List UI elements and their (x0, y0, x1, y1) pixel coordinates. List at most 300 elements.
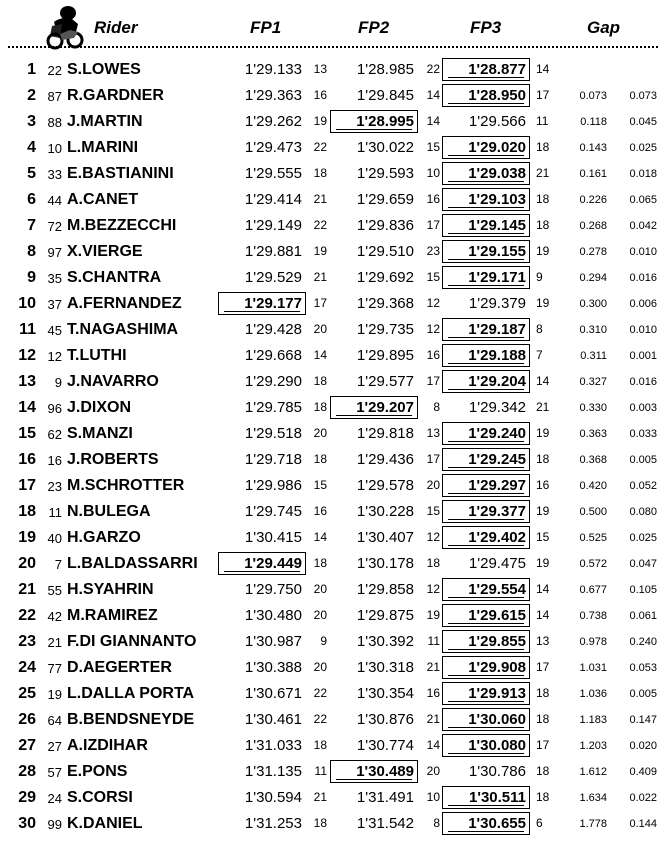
fp2-time: 1'30.354 (356, 685, 414, 702)
position: 5 (27, 165, 36, 182)
fp2-lap: 18 (426, 556, 440, 570)
fp1-lap: 21 (313, 270, 327, 284)
fp2-time: 1'30.392 (356, 633, 414, 650)
rider-number: 33 (47, 167, 62, 182)
fp1-lap: 13 (313, 62, 327, 76)
gap-to-leader: 1.634 (579, 792, 607, 804)
rider-name: L.DALLA PORTA (67, 685, 195, 702)
fp1-lap: 18 (313, 374, 327, 388)
fp1-time: 1'29.555 (244, 165, 302, 182)
rider-number: 96 (47, 401, 62, 416)
fp2-lap: 17 (426, 452, 440, 466)
fp3-lap: 19 (536, 244, 550, 258)
rider-number: 45 (47, 323, 62, 338)
position: 26 (18, 711, 36, 728)
fp1-time: 1'29.745 (244, 503, 302, 520)
gap-to-previous: 0.020 (629, 740, 657, 752)
fp1-lap: 18 (313, 556, 327, 570)
fp1-lap: 19 (313, 114, 327, 128)
fp3-time: 1'30.511 (446, 789, 526, 806)
fp1-lap: 18 (313, 166, 327, 180)
rider-number: 12 (47, 349, 62, 364)
gap-to-leader: 0.368 (579, 454, 607, 466)
fp2-time: 1'29.858 (356, 581, 414, 598)
fp1-lap: 11 (314, 764, 327, 778)
table-row (0, 447, 669, 473)
rider-name: H.SYAHRIN (67, 581, 154, 598)
rider-name: J.MARTIN (67, 113, 143, 130)
table-row (0, 57, 669, 83)
fp1-lap: 14 (313, 530, 327, 544)
fp1-time: 1'29.449 (222, 555, 302, 572)
header-divider (8, 46, 658, 48)
fp3-time: 1'30.786 (468, 763, 526, 780)
position: 24 (18, 659, 36, 676)
fp2-time: 1'30.178 (356, 555, 414, 572)
fp3-time: 1'28.950 (446, 87, 526, 104)
rider-name: T.LUTHI (67, 347, 127, 364)
gap-to-previous: 0.025 (629, 142, 657, 154)
fp2-time: 1'30.489 (334, 763, 414, 780)
position: 2 (27, 87, 36, 104)
rider-number: 9 (54, 375, 62, 390)
gap-to-previous: 0.147 (629, 714, 657, 726)
rider-number: 23 (47, 479, 62, 494)
gap-to-leader: 0.268 (579, 220, 607, 232)
table-row (0, 551, 669, 577)
gap-to-leader: 0.300 (579, 298, 607, 310)
gap-to-previous: 0.052 (629, 480, 657, 492)
fp2-time: 1'29.735 (356, 321, 414, 338)
position: 4 (27, 139, 36, 156)
table-header (0, 0, 669, 50)
position: 14 (18, 399, 36, 416)
fp1-lap: 18 (313, 452, 327, 466)
fp1-lap: 15 (313, 478, 327, 492)
header-fp2: FP2 (358, 18, 390, 37)
fp1-lap: 20 (313, 426, 327, 440)
rider-name: S.MANZI (67, 425, 133, 442)
fp3-time: 1'29.188 (446, 347, 526, 364)
fp3-lap: 17 (536, 660, 550, 674)
gap-to-leader: 1.612 (579, 766, 607, 778)
fp1-lap: 22 (313, 712, 327, 726)
rider-name: A.IZDIHAR (67, 737, 148, 754)
rider-name: S.CORSI (67, 789, 133, 806)
fp2-lap: 12 (426, 582, 440, 596)
fp1-lap: 21 (313, 192, 327, 206)
gap-to-leader: 0.278 (579, 246, 607, 258)
fp2-time: 1'29.659 (356, 191, 414, 208)
fp3-time: 1'29.475 (468, 555, 526, 572)
gap-to-leader: 0.738 (579, 610, 607, 622)
header-fp1: FP1 (250, 18, 282, 37)
gap-to-leader: 0.327 (579, 376, 607, 388)
gap-to-previous: 0.053 (629, 662, 657, 674)
table-row (0, 707, 669, 733)
position: 27 (18, 737, 36, 754)
fp1-time: 1'31.253 (244, 815, 302, 832)
table-row (0, 317, 669, 343)
gap-to-previous: 0.006 (629, 298, 657, 310)
fp3-time: 1'30.080 (446, 737, 526, 754)
position: 9 (27, 269, 36, 286)
fp3-time: 1'29.566 (468, 113, 526, 130)
position: 16 (18, 451, 36, 468)
gap-to-leader: 0.677 (579, 584, 607, 596)
table-row (0, 811, 669, 837)
fp2-lap: 22 (426, 62, 440, 76)
fp1-time: 1'29.473 (244, 139, 302, 156)
fp3-time: 1'29.204 (446, 373, 526, 390)
gap-to-previous: 0.022 (629, 792, 657, 804)
fp3-lap: 9 (536, 270, 543, 284)
fp1-time: 1'29.750 (244, 581, 302, 598)
gap-to-leader: 0.118 (580, 116, 607, 128)
fp1-time: 1'30.480 (244, 607, 302, 624)
fp3-time: 1'30.655 (446, 815, 526, 832)
fp1-lap: 14 (313, 348, 327, 362)
fp2-lap: 21 (426, 660, 440, 674)
position: 20 (18, 555, 36, 572)
gap-to-previous: 0.061 (629, 610, 657, 622)
rider-number: 64 (47, 713, 62, 728)
fp1-time: 1'30.461 (244, 711, 302, 728)
gap-to-previous: 0.016 (629, 272, 657, 284)
fp3-time: 1'28.877 (446, 61, 526, 78)
position: 19 (18, 529, 36, 546)
rider-name: S.CHANTRA (67, 269, 162, 286)
rider-number: 35 (47, 271, 62, 286)
fp3-lap: 19 (536, 504, 550, 518)
fp3-lap: 14 (536, 374, 550, 388)
gap-to-previous: 0.105 (629, 584, 657, 596)
fp1-lap: 20 (313, 660, 327, 674)
fp3-lap: 11 (536, 114, 549, 128)
gap-to-leader: 0.310 (579, 324, 607, 336)
fp2-time: 1'31.542 (356, 815, 414, 832)
table-row (0, 135, 669, 161)
gap-to-previous: 0.025 (629, 532, 657, 544)
fp3-lap: 21 (536, 400, 550, 414)
rider-number: 16 (47, 453, 62, 468)
fp1-time: 1'29.149 (244, 217, 302, 234)
rider-number: 88 (47, 115, 62, 130)
fp3-time: 1'29.187 (446, 321, 526, 338)
rider-name: M.RAMIREZ (67, 607, 158, 624)
position: 23 (18, 633, 36, 650)
fp3-time: 1'29.171 (446, 269, 526, 286)
rider-name: S.LOWES (67, 61, 141, 78)
fp2-lap: 10 (426, 790, 440, 804)
gap-to-previous: 0.033 (629, 428, 657, 440)
fp2-lap: 16 (426, 192, 440, 206)
gap-to-previous: 0.409 (629, 766, 657, 778)
fp2-time: 1'29.368 (356, 295, 414, 312)
fp3-time: 1'29.855 (446, 633, 526, 650)
fp3-lap: 18 (536, 764, 550, 778)
fp2-lap: 17 (426, 218, 440, 232)
fp1-time: 1'29.986 (244, 477, 302, 494)
rider-name: F.DI GIANNANTO (67, 633, 197, 650)
header-fp3: FP3 (470, 18, 502, 37)
table-row (0, 265, 669, 291)
fp3-lap: 21 (536, 166, 550, 180)
fp2-lap: 8 (433, 816, 440, 830)
fp2-lap: 15 (426, 504, 440, 518)
gap-to-leader: 0.311 (580, 350, 607, 362)
rider-number: 11 (48, 505, 62, 520)
fp1-lap: 20 (313, 322, 327, 336)
rider-number: 40 (47, 531, 62, 546)
gap-to-previous: 0.065 (629, 194, 657, 206)
fp3-time: 1'29.554 (446, 581, 526, 598)
gap-to-leader: 0.226 (579, 194, 607, 206)
fp3-lap: 14 (536, 62, 550, 76)
header-gap: Gap (587, 18, 621, 37)
fp1-lap: 22 (313, 686, 327, 700)
fp2-time: 1'28.995 (334, 113, 414, 130)
rider-number: 55 (47, 583, 62, 598)
gap-to-leader: 0.363 (579, 428, 607, 440)
fp3-time: 1'29.913 (446, 685, 526, 702)
fp1-lap: 16 (313, 88, 327, 102)
rider-name: L.BALDASSARRI (67, 555, 198, 572)
fp2-time: 1'29.510 (356, 243, 414, 260)
fp1-time: 1'30.415 (244, 529, 302, 546)
fp3-lap: 19 (536, 556, 550, 570)
position: 15 (18, 425, 36, 442)
gap-to-leader: 1.183 (579, 714, 607, 726)
fp1-lap: 18 (313, 400, 327, 414)
fp3-time: 1'29.020 (446, 139, 526, 156)
gap-to-previous: 0.005 (629, 688, 657, 700)
fp1-time: 1'29.718 (244, 451, 302, 468)
fp1-time: 1'29.428 (244, 321, 302, 338)
gap-to-leader: 0.161 (579, 168, 607, 180)
fp3-lap: 14 (536, 608, 550, 622)
fp1-time: 1'29.177 (222, 295, 302, 312)
fp1-time: 1'30.388 (244, 659, 302, 676)
fp2-time: 1'29.692 (356, 269, 414, 286)
rider-number: 44 (47, 193, 62, 208)
table-row (0, 525, 669, 551)
fp2-lap: 16 (426, 686, 440, 700)
fp3-time: 1'29.615 (446, 607, 526, 624)
fp3-time: 1'29.240 (446, 425, 526, 442)
table-row (0, 733, 669, 759)
table-row (0, 421, 669, 447)
results-table (0, 57, 669, 837)
fp2-lap: 21 (426, 712, 440, 726)
gap-to-leader: 0.143 (579, 142, 607, 154)
rider-number: 57 (47, 765, 62, 780)
gap-to-leader: 0.073 (579, 90, 607, 102)
gap-to-leader: 0.294 (579, 272, 607, 284)
gap-to-previous: 0.018 (629, 168, 657, 180)
table-row (0, 759, 669, 785)
fp3-lap: 18 (536, 790, 550, 804)
position: 3 (27, 113, 36, 130)
gap-to-leader: 0.525 (579, 532, 607, 544)
table-row (0, 161, 669, 187)
motorcycle-rider-icon (40, 2, 88, 50)
gap-to-leader: 0.500 (579, 506, 607, 518)
rider-name: J.ROBERTS (67, 451, 159, 468)
fp3-time: 1'29.155 (446, 243, 526, 260)
fp3-lap: 13 (536, 634, 550, 648)
fp2-time: 1'30.407 (356, 529, 414, 546)
fp3-time: 1'29.377 (446, 503, 526, 520)
fp3-time: 1'29.103 (446, 191, 526, 208)
fp2-time: 1'29.895 (356, 347, 414, 364)
fp2-time: 1'29.578 (356, 477, 414, 494)
fp1-time: 1'29.262 (244, 113, 302, 130)
fp1-lap: 18 (313, 816, 327, 830)
rider-name: T.NAGASHIMA (67, 321, 179, 338)
table-row (0, 655, 669, 681)
fp1-lap: 20 (313, 582, 327, 596)
rider-name: L.MARINI (67, 139, 139, 156)
fp3-lap: 16 (536, 478, 550, 492)
table-row (0, 239, 669, 265)
fp3-lap: 6 (536, 816, 543, 830)
gap-to-previous: 0.144 (629, 818, 657, 830)
fp1-time: 1'29.290 (244, 373, 302, 390)
fp3-lap: 18 (536, 192, 550, 206)
fp3-lap: 18 (536, 218, 550, 232)
fp3-lap: 19 (536, 296, 550, 310)
fp1-time: 1'30.594 (244, 789, 302, 806)
rider-name: X.VIERGE (67, 243, 143, 260)
gap-to-leader: 1.778 (579, 818, 607, 830)
table-row (0, 83, 669, 109)
table-row (0, 629, 669, 655)
table-row (0, 369, 669, 395)
fp1-time: 1'29.785 (244, 399, 302, 416)
fp2-time: 1'30.774 (356, 737, 414, 754)
fp1-lap: 17 (313, 296, 327, 310)
fp2-lap: 14 (426, 88, 440, 102)
fp2-lap: 12 (426, 322, 440, 336)
position: 11 (19, 321, 36, 338)
fp1-time: 1'30.987 (244, 633, 302, 650)
rider-number: 24 (47, 791, 62, 806)
fp1-lap: 21 (313, 790, 327, 804)
fp2-time: 1'29.875 (356, 607, 414, 624)
table-row (0, 681, 669, 707)
table-row (0, 213, 669, 239)
rider-name: E.BASTIANINI (67, 165, 174, 182)
rider-number: 27 (47, 739, 62, 754)
fp3-time: 1'30.060 (446, 711, 526, 728)
table-row (0, 473, 669, 499)
table-row (0, 109, 669, 135)
gap-to-previous: 0.003 (629, 402, 657, 414)
fp3-time: 1'29.379 (468, 295, 526, 312)
position: 1 (27, 61, 36, 78)
rider-number: 77 (47, 661, 62, 676)
fp3-time: 1'29.908 (446, 659, 526, 676)
position: 10 (18, 295, 36, 312)
position: 18 (18, 503, 36, 520)
fp2-lap: 14 (426, 738, 440, 752)
rider-name: J.DIXON (67, 399, 132, 416)
fp2-time: 1'29.207 (334, 399, 414, 416)
fp1-lap: 16 (313, 504, 327, 518)
rider-name: R.GARDNER (67, 87, 164, 104)
position: 7 (27, 217, 36, 234)
position: 22 (18, 607, 36, 624)
rider-name: D.AEGERTER (67, 659, 172, 676)
fp3-lap: 17 (536, 738, 550, 752)
fp1-time: 1'29.363 (244, 87, 302, 104)
table-row (0, 291, 669, 317)
fp2-time: 1'29.836 (356, 217, 414, 234)
position: 17 (18, 477, 36, 494)
rider-number: 21 (47, 635, 62, 650)
rider-number: 99 (47, 817, 62, 832)
gap-to-previous: 0.045 (629, 116, 657, 128)
fp2-lap: 10 (426, 166, 440, 180)
gap-to-leader: 1.203 (579, 740, 607, 752)
fp3-lap: 15 (536, 530, 550, 544)
gap-to-previous: 0.073 (629, 90, 657, 102)
table-row (0, 395, 669, 421)
gap-to-previous: 0.042 (629, 220, 657, 232)
position: 6 (27, 191, 36, 208)
gap-to-previous: 0.001 (629, 350, 657, 362)
fp2-time: 1'31.491 (356, 789, 414, 806)
table-row (0, 187, 669, 213)
fp2-time: 1'29.593 (356, 165, 414, 182)
rider-number: 42 (47, 609, 62, 624)
gap-to-previous: 0.010 (629, 246, 657, 258)
rider-number: 7 (54, 557, 62, 572)
fp1-lap: 22 (313, 140, 327, 154)
fp3-lap: 18 (536, 686, 550, 700)
fp1-lap: 19 (313, 244, 327, 258)
fp2-time: 1'30.228 (356, 503, 414, 520)
rider-number: 87 (47, 89, 62, 104)
fp2-lap: 12 (426, 296, 440, 310)
fp3-time: 1'29.245 (446, 451, 526, 468)
gap-to-previous: 0.240 (629, 636, 657, 648)
fp1-time: 1'29.529 (244, 269, 302, 286)
fp2-lap: 15 (426, 140, 440, 154)
fp1-time: 1'29.881 (244, 243, 302, 260)
gap-to-leader: 1.036 (579, 688, 607, 700)
rider-name: K.DANIEL (67, 815, 143, 832)
position: 21 (18, 581, 36, 598)
fp3-lap: 14 (536, 582, 550, 596)
fp1-time: 1'31.135 (244, 763, 302, 780)
table-row (0, 785, 669, 811)
fp3-lap: 7 (536, 348, 543, 362)
fp2-time: 1'29.436 (356, 451, 414, 468)
table-row (0, 343, 669, 369)
rider-name: B.BENDSNEYDE (67, 711, 195, 728)
rider-number: 97 (47, 245, 62, 260)
header-rider: Rider (94, 18, 138, 37)
fp1-time: 1'29.518 (244, 425, 302, 442)
fp2-time: 1'30.318 (356, 659, 414, 676)
fp3-lap: 8 (536, 322, 543, 336)
fp2-lap: 13 (426, 426, 440, 440)
fp2-lap: 23 (426, 244, 440, 258)
fp1-time: 1'29.133 (244, 61, 302, 78)
fp3-time: 1'29.342 (468, 399, 526, 416)
